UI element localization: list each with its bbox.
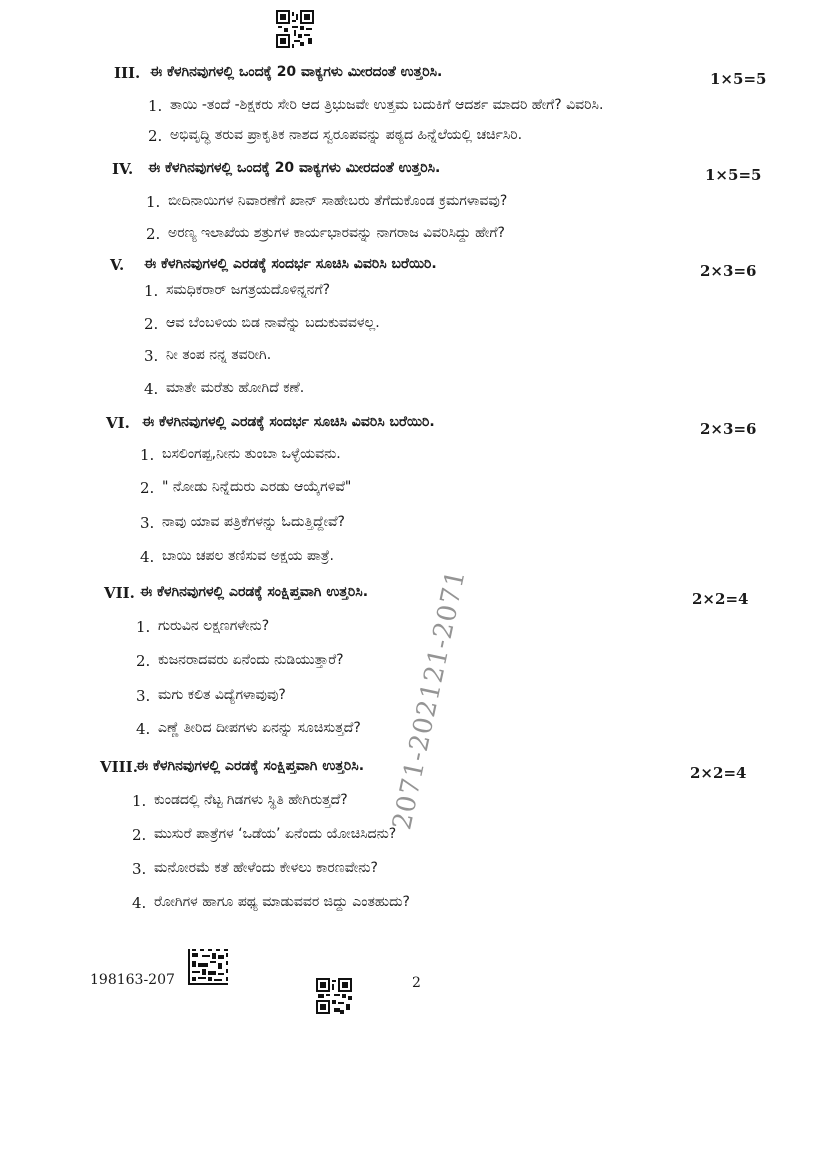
question-text: " ನೋಡು ನಿನ್ನೆದುರು ಎರಡು ಆಯ್ಕೆಗಳಿವೆ" [162, 479, 352, 495]
question-number: 4. [140, 548, 155, 566]
question-number: 4. [136, 720, 151, 738]
question-item [144, 282, 827, 306]
question-item [132, 894, 827, 918]
question-number: 2. [136, 652, 151, 670]
question-item [136, 720, 827, 744]
question-number: 1. [148, 97, 163, 115]
section-marks: 1×5=5 [710, 70, 767, 88]
question-item [136, 618, 827, 642]
question-item [146, 225, 827, 249]
section-instruction: ಈ ಕೆಳಗಿನವುಗಳಲ್ಲಿ ಎರಡಕ್ಕೆ ಸಂದರ್ಭ ಸೂಚಿಸಿ ವಿವರಿಸಿ ಬರೆಯಿರಿ. [142, 414, 435, 430]
section-number: VIII. [100, 758, 138, 776]
section-instruction: ಈ ಕೆಳಗಿನವುಗಳಲ್ಲಿ ಒಂದಕ್ಕೆ 20 ವಾಕ್ಯಗಳು ಮೀರದಂತೆ ಉತ್ತರಿಸಿ. [150, 64, 443, 80]
section-instruction: ಈ ಕೆಳಗಿನವುಗಳಲ್ಲಿ ಎರಡಕ್ಕೆ ಸಂಕ್ಷಿಪ್ತವಾಗಿ ಉತ್ತರಿಸಿ. [136, 758, 365, 774]
question-number: 3. [132, 860, 147, 878]
question-text: ಅರಣ್ಯ ಇಲಾಖೆಯ ಶತ್ರುಗಳ ಕಾರ್ಯಭಾರವನ್ನು ನಾಗರಾಜ ವಿವರಿಸಿದ್ದು ಹೇಗೆ? [168, 225, 505, 241]
question-text: ಗುರುವಿನ ಲಕ್ಷಣಗಳೇನು? [158, 618, 270, 634]
question-number: 1. [146, 193, 161, 211]
question-text: ಸಮಧಿಕರಾರ್ ಜಗತ್ರಯದೊಳಿನ್ನನಗೆ? [166, 282, 331, 298]
watermark: 2071-202121-2071 [387, 566, 472, 833]
question-number: 3. [144, 347, 159, 365]
question-text: ಮಗು ಕಲಿತ ವಿದ್ಯೆಗಳಾವುವು? [158, 687, 286, 703]
question-number: 4. [144, 380, 159, 398]
section-number: VI. [106, 414, 130, 432]
question-text: ಬಾಯಿ ಚಪಲ ತಣಿಸುವ ಅಕ್ಷಯ ಪಾತ್ರೆ. [162, 548, 334, 564]
question-text: ಕುಂಡದಲ್ಲಿ ನೆಟ್ಟ ಗಿಡಗಳು ಸ್ಥಿತಿ ಹೇಗಿರುತ್ತದೆ? [154, 792, 348, 808]
section-marks: 2×2=4 [692, 590, 749, 608]
question-item [132, 792, 827, 816]
section-marks: 2×2=4 [690, 764, 747, 782]
question-text: ಬೀದಿನಾಯಿಗಳ ನಿವಾರಣೆಗೆ ಖಾನ್ ಸಾಹೇಬರು ತೆಗೆದುಕೊಂಡ ಕ್ರಮಗಳಾವವು? [168, 193, 508, 209]
question-number: 2. [140, 479, 155, 497]
question-number: 2. [132, 826, 147, 844]
question-number: 2. [146, 225, 161, 243]
section-header [0, 64, 827, 92]
question-text: ರೋಗಿಗಳ ಹಾಗೂ ಪಥ್ಯ ಮಾಡುವವರ ಜಿದ್ದು ಎಂತಹುದು? [154, 894, 410, 910]
question-item [132, 826, 827, 850]
question-number: 4. [132, 894, 147, 912]
question-text: ಅಭಿವೃದ್ಧಿ ತರುವ ಪ್ರಾಕೃತಿಕ ನಾಶದ ಸ್ವರೂಪವನ್ನು ಪಠ್ಯದ ಹಿನ್ನೆಲೆಯಲ್ಲಿ ಚರ್ಚಿಸಿರಿ. [170, 127, 523, 143]
section-header [0, 256, 827, 284]
question-item [136, 652, 827, 676]
section-marks: 1×5=5 [705, 166, 762, 184]
section-marks: 2×3=6 [700, 420, 757, 438]
qr-code-bottom [316, 978, 352, 1014]
section-instruction: ಈ ಕೆಳಗಿನವುಗಳಲ್ಲಿ ಒಂದಕ್ಕೆ 20 ವಾಕ್ಯಗಳು ಮೀರದಂತೆ ಉತ್ತರಿಸಿ. [148, 160, 441, 176]
section-number: VII. [104, 584, 135, 602]
page-number: 2 [412, 975, 421, 991]
section-number: V. [110, 256, 125, 274]
question-item [148, 97, 827, 121]
section-marks: 2×3=6 [700, 262, 757, 280]
question-text: ಮುಸುರೆ ಪಾತ್ರೆಗಳ ‘ಒಡೆಯ’ ಏನೆಂದು ಯೋಚಿಸಿದನು? [154, 826, 397, 842]
section-header [0, 160, 827, 188]
paper-code: 198163-207 [90, 972, 175, 988]
question-text: ನೀ ತಂಪ ನನ್ನ ತವರೀಗಿ. [166, 347, 272, 363]
section-header [0, 414, 827, 442]
question-number: 1. [136, 618, 151, 636]
question-item [136, 687, 827, 711]
question-item [140, 548, 827, 572]
qr-code-top [276, 10, 314, 48]
question-number: 3. [136, 687, 151, 705]
section-number: III. [114, 64, 141, 82]
section-instruction: ಈ ಕೆಳಗಿನವುಗಳಲ್ಲಿ ಎರಡಕ್ಕೆ ಸಂದರ್ಭ ಸೂಚಿಸಿ ವಿವರಿಸಿ ಬರೆಯಿರಿ. [144, 256, 437, 272]
question-text: ತಾಯಿ -ತಂದೆ -ಶಿಕ್ಷಕರು ಸೇರಿ ಆದ ತ್ರಿಭುಜವೇ ಉತ್ತಮ ಬದುಕಿಗೆ ಆದರ್ಶ ಮಾದರಿ ಹೇಗೆ? ವಿವರಿಸಿ. [170, 97, 604, 113]
question-number: 1. [132, 792, 147, 810]
question-item [148, 127, 827, 151]
question-number: 3. [140, 514, 155, 532]
datamatrix-code [188, 949, 228, 985]
section-header [0, 584, 827, 612]
question-text: ಎಣ್ಣೆ ತೀರಿದ ದೀಪಗಳು ಏನನ್ನು ಸೂಚಿಸುತ್ತದೆ? [158, 720, 361, 736]
question-text: ಬಸಲಿಂಗಪ್ಪ,ನೀನು ತುಂಬಾ ಒಳ್ಳೆಯವನು. [162, 446, 341, 462]
section-instruction: ಈ ಕೆಳಗಿನವುಗಳಲ್ಲಿ ಎರಡಕ್ಕೆ ಸಂಕ್ಷಿಪ್ತವಾಗಿ ಉತ್ತರಿಸಿ. [140, 584, 369, 600]
question-text: ಕುಜನರಾದವರು ಏನೆಂದು ನುಡಿಯುತ್ತಾರೆ? [158, 652, 344, 668]
question-number: 1. [144, 282, 159, 300]
question-text: ಮನೋರಮೆ ಕತೆ ಹೇಳೆಂದು ಕೇಳಲು ಕಾರಣವೇನು? [154, 860, 378, 876]
section-number: IV. [112, 160, 134, 178]
question-text: ಆವ ಬೆಂಬಳಿಯ ಬಿಡ ನಾವೆನ್ನು ಬದುಕುವವಳಲ್ಲ. [166, 315, 380, 331]
question-text: ನಾವು ಯಾವ ಪತ್ರಿಕೆಗಳನ್ನು ಓದುತ್ತಿದ್ದೇವೆ? [162, 514, 345, 530]
question-item [132, 860, 827, 884]
question-text: ಮಾತೇ ಮರೆತು ಹೋಗಿದೆ ಕಣೆ. [166, 380, 305, 396]
question-item [146, 193, 827, 217]
question-number: 2. [148, 127, 163, 145]
question-number: 2. [144, 315, 159, 333]
question-number: 1. [140, 446, 155, 464]
question-item [144, 315, 827, 339]
